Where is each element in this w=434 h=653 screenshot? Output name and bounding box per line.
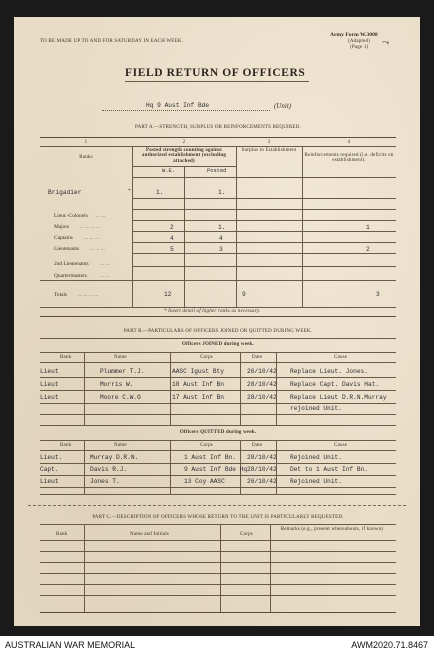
part-a-heading: PART A.—STRENGTH, SURPLUS OR REINFORCEMENTS REQUIRED.: [135, 125, 301, 130]
quitted-cause: Rejoined Unit.: [290, 454, 342, 461]
rank-row-label: Brigadier: [48, 189, 82, 196]
joined-heading: Officers JOINED during week.: [182, 342, 254, 347]
footer-accession-number: AWM2020.71.8467: [351, 640, 428, 650]
sub-we: W.E.: [162, 168, 175, 174]
quitted-name: Jones T.: [90, 478, 120, 485]
col-head-ranks: Ranks: [79, 155, 93, 160]
unit-label: (Unit): [274, 102, 292, 110]
totals-posted: 9: [242, 291, 246, 298]
asterisk-mark: *: [128, 188, 131, 194]
rank-posted: 1.: [218, 189, 226, 196]
part-a-footnote: * Insert detail of higher ranks as necessary.: [164, 309, 261, 314]
col-head-posted: Posted strength counting against authorized establishment (excluding attached): [141, 148, 227, 164]
joined-name: Morris W.: [100, 381, 134, 388]
footer-bar: [0, 636, 434, 653]
quitted-corps: 1 Aust Inf Bn.: [184, 454, 236, 461]
rank-posted: 4: [219, 235, 223, 242]
col-head-surplus: Surplus to Establishment: [241, 148, 297, 153]
col-number-3: 3: [267, 140, 271, 145]
form-adapted: (Adapted): [348, 39, 371, 44]
rank-we: 2: [170, 224, 174, 231]
joined-name: Moore C.W.G: [100, 394, 141, 401]
quitted-heading: Officers QUITTED during week.: [179, 430, 257, 435]
pencil-mark-icon: ⤳: [382, 37, 390, 47]
part-b-heading: PART B.—PARTICULARS OF OFFICERS JOINED OR QUITTED DURING WEEK.: [123, 329, 313, 334]
form-title: FIELD RETURN OF OFFICERS: [125, 67, 306, 79]
rank-reinf: 1: [366, 224, 370, 231]
joined-date: 26/10/42: [247, 368, 277, 375]
footer-institution: AUSTRALIAN WAR MEMORIAL: [5, 640, 136, 650]
col-c-rank: Rank: [56, 532, 68, 537]
rank-posted: 1.: [218, 224, 226, 231]
rank-reinf: 2: [366, 246, 370, 253]
form-number: Army Form W.3008: [330, 32, 378, 38]
joined-corps: 17 Aust Inf Bn: [172, 394, 224, 401]
sub-posted: Posted: [207, 168, 227, 174]
joined-rank: Lieut: [40, 381, 59, 388]
rank-row-label: Majors: [54, 224, 70, 230]
col-cause: Cause: [334, 355, 348, 360]
joined-cause-continued: rejoined Unit.: [290, 405, 342, 412]
document-page: TO BE MADE UP TO AND FOR SATURDAY IN EACH WEEK. Army Form W.3008 (Adapted) (Page 1) ⤳ FIELD RETURN OF OFFICERS Hq 9 Aust Inf Bde (Unit) PART A.—STRENGTH, SURPLUS OR REINFORCEMENTS REQUIRED. 1 2 3 4 Ranks Posted strength counting against authorized establishment (excluding attached) Surplus to Establishment Reinforcements required (i.e. deficits on establishment). W.E. Posted Brigadier * 1. 1. Lieut.-Colonels ... ... Majors ... ... ... ... 2 1. 1 Captains ... ... ... 4 4 Lieutenants ... ... ... 5 3 2 2nd Lieutenants ... ... Quartermasters ... ... Totals ... ... ... ... 12 9 3 * Insert detail of higher ranks as necessary. PART B.—PARTICULARS OF OFFICERS JOINED OR QUITTED DURING WEEK. Officers JOINED during week. Rank Name Corps Date Cause Lieut Plummer T.J. AASC Igust Bty 26/10/42 Replace Lieut. Jones. Lieut Morris W. 18 Aust Inf Bn 28/10/42 Replace Capt. Davis Hat. Lieut Moore C.W.G 17 Aust Inf Bn 28/10/42 Replace Lieut D.R.N.Murray rejoined Unit. Officers QUITTED during week. Rank Name Corps Date Cause Lieut. Murray D.R.N. 1 Aust Inf Bn. 28/10/42 Rejoined Unit. Capt. Davis R.J. 9 Aust Inf Bde Hq 28/10/42 Det to 1 Aust Inf Bn. Lieut Jones T. 13 Coy AASC 26/10/42 Rejoined Unit. PART C.—DESCRIPTION OF OFFICERS WHOSE RETURN TO THE UNIT IS PARTICULARLY REQUESTED. Rank Name and Initials Corps Remarks (e.g., present whereabouts, if known): [14, 17, 420, 626]
joined-date: 28/10/42: [247, 394, 277, 401]
rank-row-label: Lieut.-Colonels: [54, 213, 88, 219]
col-corps: Corps: [200, 355, 213, 360]
quitted-cause: Rejoined Unit.: [290, 478, 342, 485]
form-page: (Page 1): [350, 45, 369, 50]
joined-cause: Replace Lieut D.R.N.Murray: [290, 394, 387, 401]
rank-row-label: 2nd Lieutenants: [54, 261, 89, 267]
col-name: Name: [114, 355, 127, 360]
col-rank: Rank: [60, 355, 72, 360]
col-name: Name: [114, 443, 127, 448]
joined-corps: AASC Igust Bty: [172, 368, 224, 375]
col-number-1: 1: [84, 140, 88, 145]
rank-we: 4: [170, 235, 174, 242]
quitted-rank: Lieut.: [40, 454, 63, 461]
joined-name: Plummer T.J.: [100, 368, 145, 375]
totals-we: 12: [164, 291, 172, 298]
rank-row-label: Lieutenants: [54, 246, 80, 252]
quitted-date: 26/10/42: [247, 478, 277, 485]
col-rank: Rank: [60, 443, 72, 448]
quitted-date: 28/10/42: [247, 454, 277, 461]
col-cause: Cause: [334, 443, 348, 448]
quitted-name: Murray D.R.N.: [90, 454, 139, 461]
rank-row-label: Captains: [54, 235, 73, 241]
col-head-reinforcements: Reinforcements required (i.e. deficits on establishment).: [304, 153, 394, 164]
rank-we: 1.: [156, 189, 164, 196]
col-number-4: 4: [347, 140, 351, 145]
quitted-date: 28/10/42: [247, 466, 277, 473]
unit-value: Hq 9 Aust Inf Bde: [146, 102, 210, 109]
quitted-rank: Capt.: [40, 466, 59, 473]
col-number-2: 2: [182, 140, 186, 145]
col-date: Date: [252, 443, 263, 448]
col-c-name: Name and Initials: [130, 532, 169, 537]
col-date: Date: [252, 355, 263, 360]
col-corps: Corps: [200, 443, 213, 448]
joined-rank: Lieut: [40, 368, 59, 375]
header-instruction: TO BE MADE UP TO AND FOR SATURDAY IN EACH WEEK.: [40, 39, 184, 44]
rank-we: 5: [170, 246, 174, 253]
totals-reinf: 3: [376, 291, 380, 298]
quitted-name: Davis R.J.: [90, 466, 128, 473]
col-c-remarks: Remarks (e.g., present whereabouts, if known): [280, 527, 384, 532]
totals-label: Totals: [54, 292, 68, 298]
joined-rank: Lieut: [40, 394, 59, 401]
rank-row-label: Quartermasters: [54, 273, 87, 279]
rank-posted: 3: [219, 246, 223, 253]
joined-corps: 18 Aust Inf Bn: [172, 381, 224, 388]
joined-date: 28/10/42: [247, 381, 277, 388]
joined-cause: Replace Capt. Davis Hat.: [290, 381, 380, 388]
quitted-corps: 13 Coy AASC: [184, 478, 225, 485]
joined-cause: Replace Lieut. Jones.: [290, 368, 368, 375]
col-c-corps: Corps: [240, 532, 253, 537]
quitted-cause: Det to 1 Aust Inf Bn.: [290, 466, 368, 473]
quitted-corps: 9 Aust Inf Bde Hq: [184, 466, 248, 473]
part-c-heading: PART C.—DESCRIPTION OF OFFICERS WHOSE RETURN TO THE UNIT IS PARTICULARLY REQUESTED.: [92, 515, 344, 520]
quitted-rank: Lieut: [40, 478, 59, 485]
